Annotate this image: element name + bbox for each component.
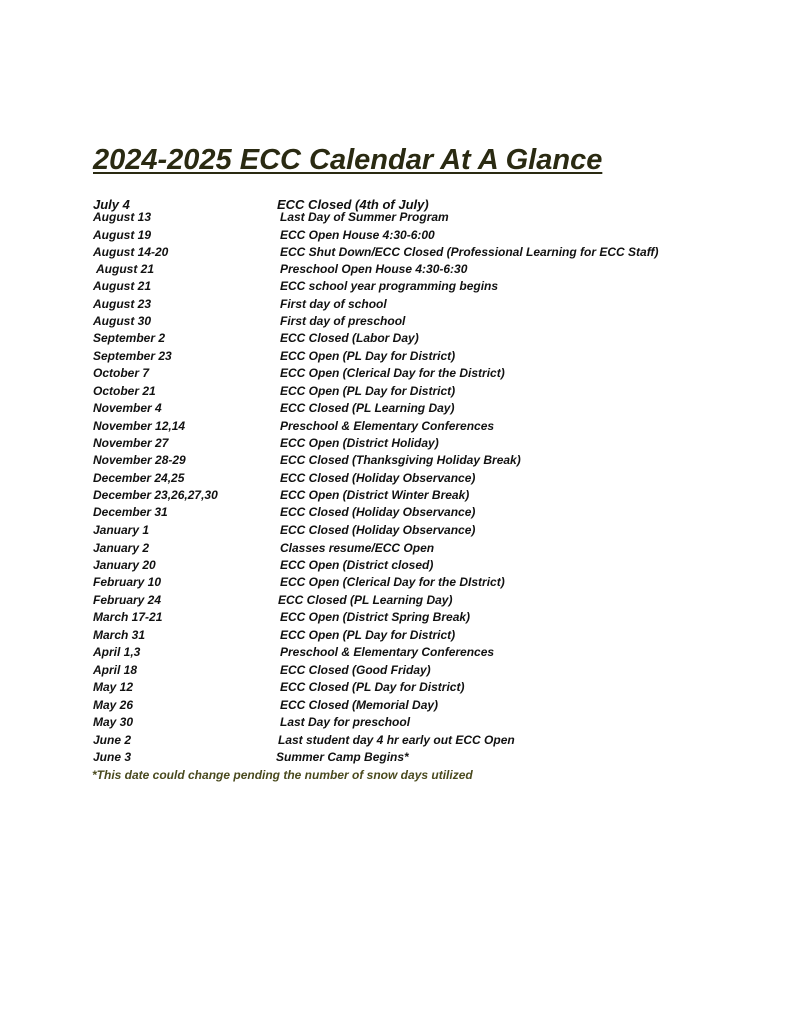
event-date: August 19	[93, 228, 152, 242]
event-date: December 24,25	[93, 471, 185, 485]
event-row	[0, 540, 791, 557]
event-description: ECC Open (PL Day for District)	[280, 349, 456, 363]
event-description: ECC school year programming begins	[280, 279, 499, 293]
event-row	[0, 227, 791, 244]
event-description: ECC Closed (PL Learning Day)	[280, 401, 455, 415]
event-date: August 13	[93, 210, 152, 224]
event-row	[0, 296, 791, 313]
event-date: January 1	[93, 523, 150, 537]
event-row	[0, 261, 791, 278]
event-description: ECC Open (Clerical Day for the District)	[280, 366, 505, 380]
event-date: June 3	[93, 750, 132, 764]
event-row	[0, 383, 791, 400]
event-description: ECC Closed (Holiday Observance)	[280, 523, 476, 537]
event-date: October 21	[93, 384, 156, 398]
event-row	[0, 435, 791, 452]
event-description: First day of school	[280, 297, 387, 311]
event-description: ECC Closed (Thanksgiving Holiday Break)	[280, 453, 521, 467]
event-date: September 23	[93, 349, 172, 363]
event-date: February 10	[93, 575, 162, 589]
event-date: November 12,14	[93, 419, 186, 433]
event-description: ECC Closed (PL Learning Day)	[278, 593, 453, 607]
footnote: *This date could change pending the number of snow days utilized	[92, 768, 473, 782]
event-date: March 31	[93, 628, 146, 642]
event-row	[0, 470, 791, 487]
event-description: ECC Open (District closed)	[280, 558, 434, 572]
event-description: ECC Closed (Holiday Observance)	[280, 505, 476, 519]
event-date: November 28-29	[93, 453, 186, 467]
event-date: April 1,3	[93, 645, 141, 659]
event-row	[0, 418, 791, 435]
event-description: ECC Closed (4th of July)	[277, 197, 429, 212]
event-date: April 18	[93, 663, 138, 677]
event-date: September 2	[93, 331, 166, 345]
event-description: First day of preschool	[280, 314, 406, 328]
event-description: ECC Open House 4:30-6:00	[280, 228, 435, 242]
event-description: Preschool & Elementary Conferences	[280, 419, 495, 433]
event-row	[0, 644, 791, 661]
event-row	[0, 627, 791, 644]
event-description: ECC Open (District Holiday)	[280, 436, 439, 450]
event-date: January 20	[93, 558, 156, 572]
event-row	[0, 557, 791, 574]
event-date: October 7	[93, 366, 150, 380]
event-date: May 12	[93, 680, 134, 694]
event-description: ECC Closed (Holiday Observance)	[280, 471, 476, 485]
event-row	[0, 714, 791, 731]
event-description: ECC Closed (Labor Day)	[280, 331, 419, 345]
event-date: March 17-21	[93, 610, 163, 624]
event-description: ECC Open (District Winter Break)	[280, 488, 470, 502]
event-date: August 21	[93, 279, 152, 293]
event-row	[0, 592, 791, 609]
event-description: Preschool & Elementary Conferences	[280, 645, 495, 659]
event-description: ECC Shut Down/ECC Closed (Professional Learning for ECC Staff)	[280, 245, 659, 259]
event-description: Summer Camp Begins*	[276, 750, 409, 764]
event-date: December 31	[93, 505, 168, 519]
event-date: June 2	[93, 733, 132, 747]
event-description: Last student day 4 hr early out ECC Open	[278, 733, 515, 747]
event-description: ECC Closed (Good Friday)	[280, 663, 431, 677]
event-row	[0, 330, 791, 347]
event-date: November 27	[93, 436, 169, 450]
event-description: ECC Open (District Spring Break)	[280, 610, 471, 624]
event-date: August 14-20	[93, 245, 169, 259]
event-row	[0, 348, 791, 365]
event-date: May 30	[93, 715, 134, 729]
event-row	[0, 400, 791, 417]
page-title: 2024-2025 ECC Calendar At A Glance	[93, 144, 603, 176]
event-row	[0, 522, 791, 539]
event-row	[0, 313, 791, 330]
event-date: December 23,26,27,30	[93, 488, 218, 502]
event-row	[0, 662, 791, 679]
event-description: Preschool Open House 4:30-6:30	[280, 262, 468, 276]
event-row	[0, 732, 791, 749]
event-description: ECC Open (Clerical Day for the DIstrict)	[280, 575, 505, 589]
event-row	[0, 679, 791, 696]
event-description: Last Day of Summer Program	[280, 210, 449, 224]
event-row	[0, 365, 791, 382]
event-date: July 4	[93, 197, 130, 212]
event-row	[0, 452, 791, 469]
event-description: ECC Open (PL Day for District)	[280, 384, 456, 398]
event-description: ECC Closed (PL Day for District)	[280, 680, 465, 694]
event-date: May 26	[93, 698, 134, 712]
event-row	[0, 609, 791, 626]
event-description: Classes resume/ECC Open	[280, 541, 435, 555]
event-date: August 21	[96, 262, 155, 276]
event-row	[0, 574, 791, 591]
event-row	[0, 504, 791, 521]
event-row	[0, 697, 791, 714]
event-row	[0, 749, 791, 766]
event-date: February 24	[93, 593, 162, 607]
event-row	[0, 278, 791, 295]
event-row	[0, 209, 791, 226]
event-date: November 4	[93, 401, 162, 415]
event-row	[0, 487, 791, 504]
event-date: August 23	[93, 297, 152, 311]
event-description: Last Day for preschool	[280, 715, 411, 729]
event-date: January 2	[93, 541, 150, 555]
event-description: ECC Closed (Memorial Day)	[280, 698, 439, 712]
event-date: August 30	[93, 314, 152, 328]
event-row	[0, 244, 791, 261]
event-description: ECC Open (PL Day for District)	[280, 628, 456, 642]
